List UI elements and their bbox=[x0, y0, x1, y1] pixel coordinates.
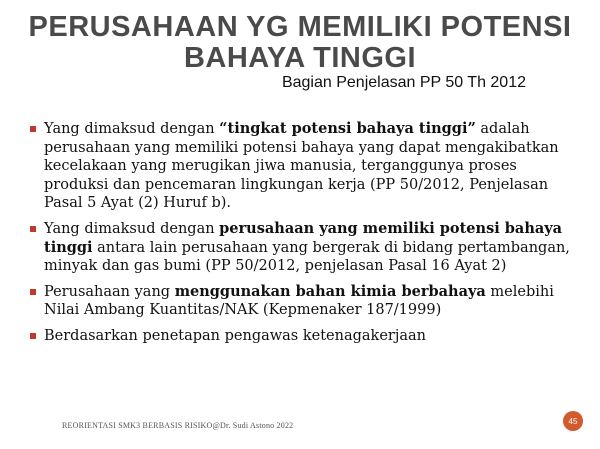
square-bullet-icon bbox=[30, 333, 36, 339]
bullet-item bbox=[30, 327, 580, 346]
square-bullet-icon bbox=[30, 226, 36, 232]
title-line-2: BAHAYA TINGGI bbox=[183, 42, 417, 74]
bullet-list bbox=[30, 120, 580, 353]
bullet-item bbox=[30, 120, 580, 213]
bullet-text: Perusahaan yang menggunakan bahan kimia berbahaya melebihi Nilai Ambang Kuantitas/NAK (Kepmenaker 187/1999) bbox=[44, 282, 554, 319]
square-bullet-icon bbox=[30, 126, 36, 132]
slide-footer: REORIENTASI SMK3 BERBASIS RISIKO@Dr. Sudi Astono 2022 bbox=[62, 421, 294, 430]
bullet-item bbox=[30, 220, 580, 276]
bullet-text: Berdasarkan penetapan pengawas ketenagakerjaan bbox=[44, 327, 426, 344]
slide-subtitle: Bagian Penjelasan PP 50 Th 2012 bbox=[281, 74, 526, 91]
square-bullet-icon bbox=[30, 289, 36, 295]
page-number-badge: 45 bbox=[563, 411, 583, 431]
bullet-item bbox=[30, 283, 580, 320]
title-line-1: PERUSAHAAN YG MEMILIKI POTENSI bbox=[28, 11, 572, 43]
bullet-text: Yang dimaksud dengan “tingkat potensi bahaya tinggi” adalah perusahaan yang memiliki potensi bahaya yang dapat mengakibatkan kecelakaan yang merugikan jiwa manusia, terganggunya proses produksi dan pencemaran lingkungan kerja (PP 50/2012, Penjelasan Pasal 5 Ayat (2) Huruf b). bbox=[44, 120, 559, 212]
slide-title bbox=[0, 12, 600, 74]
bullet-text: Yang dimaksud dengan perusahaan yang memiliki potensi bahaya tinggi antara lain perusahaan yang bergerak di bidang pertambangan, minyak dan gas bumi (PP 50/2012, penjelasan Pasal 16 Ayat 2) bbox=[44, 219, 570, 275]
